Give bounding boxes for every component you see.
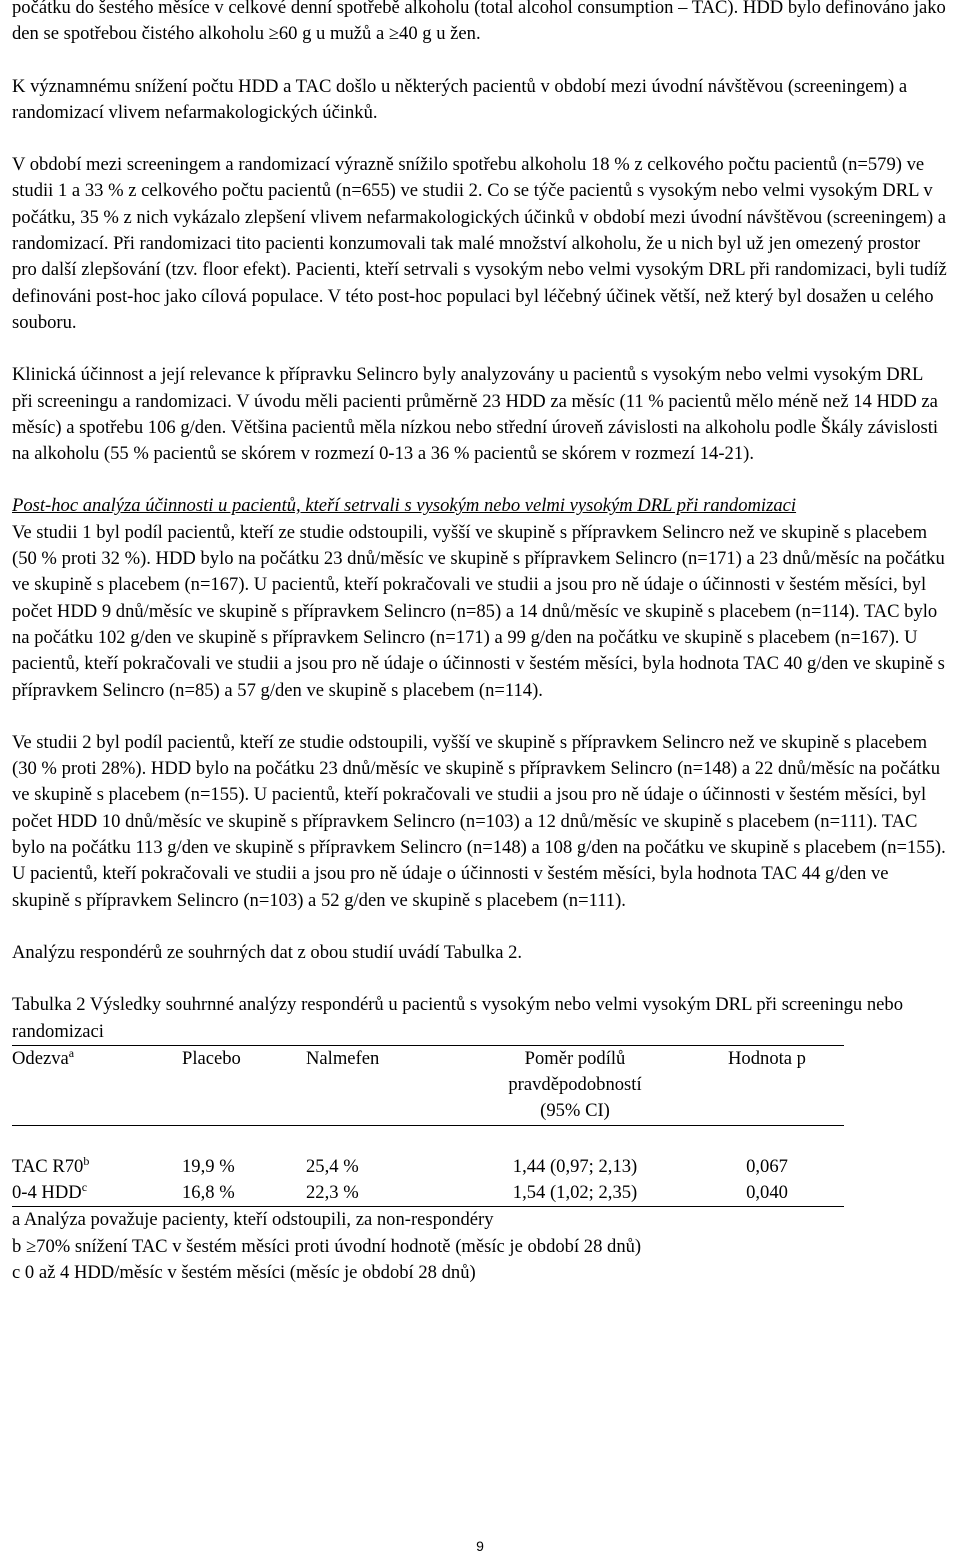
cell-placebo: 16,8 % (182, 1180, 306, 1207)
paragraph-screening-randomization: V období mezi screeningem a randomizací výrazně snížilo spotřebu alkoholu 18 % z celkového počtu pacientů (n=579) ve studii 1 a 33 % z celkového počtu pacientů (n=655) ve studii 2. Co se týče pacientů s vysokým nebo velmi vysokým DRL v počátku, 35 % z nich vykázalo zlepšení vlivem nefarmakologických účinků v období mezi úvodní návštěvou (screeningem) a randomizací. Při randomizaci tito pacienti konzumovali tak malé množství alkoholu, že u nich byl už jen omezený prostor pro další zlepšování (tzv. floor efekt). Pacienti, kteří setrvali s vysokým nebo velmi vysokým DRL při randomizaci, byli tudíž definováni post-hoc jako cílová populace. V této post-hoc populaci byl léčebný účinek větší, než který byl dosažen u celého souboru. (12, 154, 947, 333)
table-row (12, 1180, 844, 1207)
cell-nalmefen: 22,3 % (306, 1180, 460, 1207)
cell-odds-ratio: 1,44 (0,97; 2,13) (460, 1125, 690, 1180)
paragraph-study-1: Ve studii 1 byl podíl pacientů, kteří ze studie odstoupili, vyšší ve skupině s přípravkem Selincro než ve skupině s placebem (50 % proti 32 %). HDD bylo na počátku 23 dnů/měsíc ve skupině s přípravkem Selincro (n=171) a 23 dnů/měsíc na počátku ve skupině s placebem (n=167). U pacientů, kteří pokračovali ve studii a jsou pro ně údaje o účinnosti v šestém měsíci, byl počet HDD 9 dnů/měsíc ve skupině s přípravkem Selincro (n=85) a 14 dnů/měsíc ve skupině s placebem (n=114). TAC bylo na počátku 102 g/den ve skupině s přípravkem Selincro (n=171) a 99 g/den na počátku ve skupině s placebem (n=167). U pacientů, kteří pokračovali ve studii a jsou pro ně údaje o účinnosti v šestém měsíci, byla hodnota TAC 40 g/den ve skupině s přípravkem Selincro (n=85) a 57 g/den ve skupině s placebem (n=114). (12, 521, 945, 701)
responder-table (12, 1045, 844, 1207)
table-caption: Tabulka 2 Výsledky souhrnné analýzy respondérů u pacientů s vysokým nebo velmi vysokým DRL při screeningu nebo randomizaci (12, 994, 904, 1042)
row-label: 0-4 HDD$^c$ (12, 1180, 182, 1207)
cell-p-value: 0,040 (690, 1180, 844, 1207)
paragraph-responder-analysis: Analýzu respondérů ze souhrných dat z obou studií uvádí Tabulka 2. (12, 941, 523, 963)
cell-placebo: 19,9 % (182, 1125, 306, 1180)
footnote-c: c 0 až 4 HDD/měsíc v šestém měsíci (měsíc je období 28 dnů) (12, 1261, 476, 1283)
row-label: TAC R70$^b$ (12, 1125, 182, 1180)
page-number: 9 (476, 1538, 484, 1554)
header-nalmefen: Nalmefen (306, 1047, 380, 1069)
footnote-b: b ≥70% snížení TAC v šestém měsíci proti úvodní hodnotě (měsíc je období 28 dnů) (12, 1235, 642, 1257)
paragraph-significant-reduction: K významnému snížení počtu HDD a TAC došlo u některých pacientů v období mezi úvodní návštěvou (screeningem) a randomizací vlivem nefarmakologických účinků. (12, 75, 908, 123)
paragraph-clinical-efficacy: Klinická účinnost a její relevance k přípravku Selincro byly analyzovány u pacientů s vysokým nebo velmi vysokým DRL při screeningu a randomizaci. V úvodu měli pacienti průměrně 23 HDD za měsíc (11 % pacientů mělo méně než 14 HDD za měsíc) a spotřebu 106 g/den. Většina pacientů měla nízkou nebo střední úroveň závislosti na alkoholu podle Škály závislosti na alkoholu (55 % pacientů se skórem v rozmezí 0-13 a 36 % pacientů se skórem v rozmezí 14-21). (12, 364, 939, 465)
cell-odds-ratio: 1,54 (1,02; 2,35) (460, 1180, 690, 1207)
footnote-a: a Analýza považuje pacienty, kteří odstoupili, za non-respondéry (12, 1209, 494, 1231)
table-row (12, 1125, 844, 1180)
header-placebo: Placebo (182, 1047, 241, 1069)
header-response: Odezva$^a$ (12, 1045, 75, 1069)
header-p-value: Hodnota p (728, 1047, 806, 1069)
table-header-row (12, 1045, 844, 1125)
cell-p-value: 0,067 (690, 1125, 844, 1180)
section-title-posthoc: Post-hoc analýza účinnosti u pacientů, kteří setrvali s vysokým nebo velmi vysokým DRL při randomizaci (12, 495, 797, 517)
cell-nalmefen: 25,4 % (306, 1125, 460, 1180)
table-footnotes (12, 1207, 947, 1286)
document-page (12, 0, 947, 1286)
paragraph-study-2: Ve studii 2 byl podíl pacientů, kteří ze studie odstoupili, vyšší ve skupině s přípravkem Selincro než ve skupině s placebem (30 % proti 28%). HDD bylo na počátku 23 dnů/měsíc ve skupině s přípravkem Selincro (n=148) a 22 dnů/měsíc na počátku ve skupině s placebem (n=155). U pacientů, kteří pokračovali ve studii a jsou pro ně údaje o účinnosti v šestém měsíci, byl počet HDD 10 dnů/měsíc ve skupině s přípravkem Selincro (n=103) a 12 dnů/měsíc ve skupině s placebem (n=111). TAC bylo na počátku 113 g/den ve skupině s přípravkem Selincro (n=148) a 108 g/den na počátku ve skupině s placebem (n=155). U pacientů, kteří pokračovali ve studii a jsou pro ně údaje o účinnosti v šestém měsíci, byla hodnota TAC 44 g/den ve skupině s přípravkem Selincro (n=103) a 52 g/den ve skupině s placebem (n=111). (12, 731, 946, 911)
header-odds-ratio: Poměr podílů pravděpodobností (95% CI) (508, 1047, 642, 1122)
paragraph-intro-continued: počátku do šestého měsíce v celkové denní spotřebě alkoholu (total alcohol consumption – TAC). HDD bylo definováno jako den se spotřebou čistého alkoholu ≥60 g u mužů a ≥40 g u žen. (12, 0, 946, 45)
